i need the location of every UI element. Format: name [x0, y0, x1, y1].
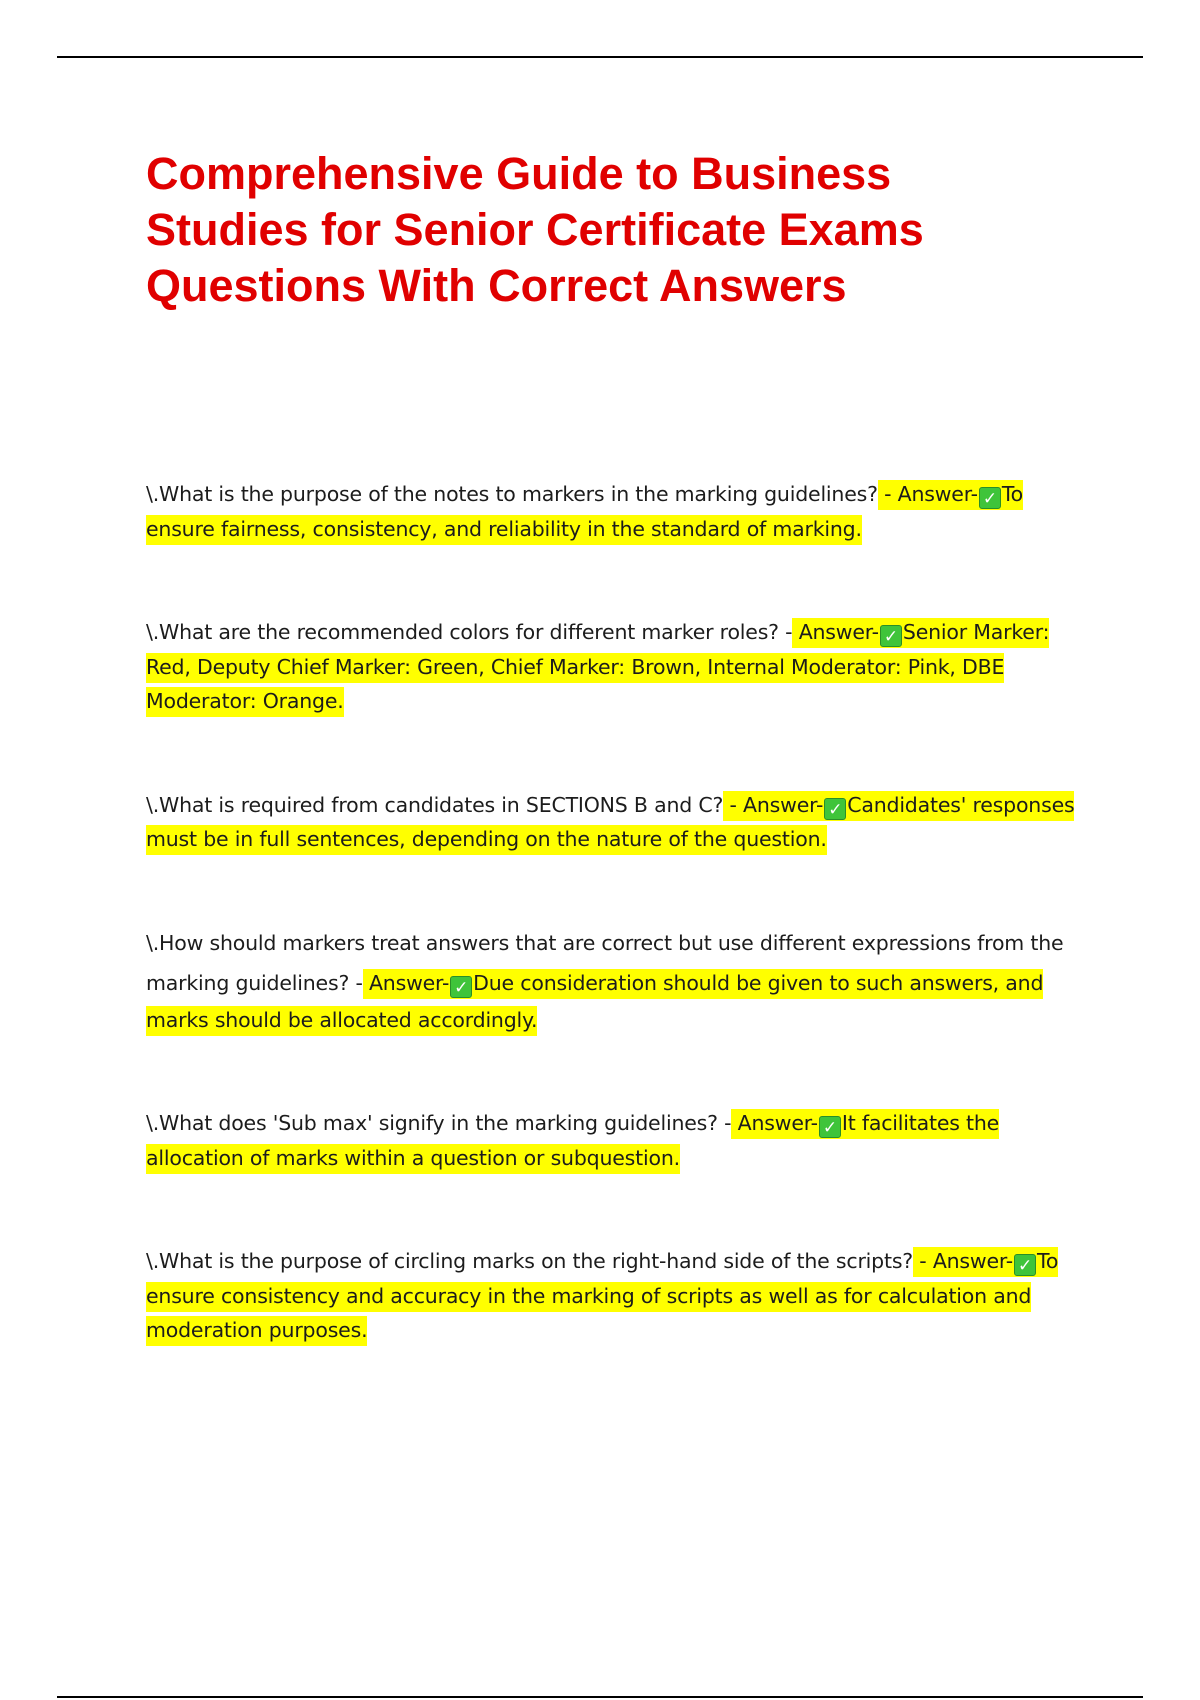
check-mark-icon: ✓: [880, 625, 902, 647]
check-mark-icon: ✓: [824, 798, 846, 820]
question-text: \.What is required from candidates in SECTIONS B and C?: [146, 792, 724, 817]
answer-prefix: Answer-: [792, 620, 879, 644]
qa-list: [146, 477, 1096, 1348]
answer-text: It facilitates the allocation of marks within a question or subquestion.: [146, 1111, 1000, 1170]
qa-item-4: [146, 923, 1096, 1038]
qa-item-6: [146, 1244, 1096, 1348]
question-text: \.What does 'Sub max' signify in the marking guidelines? -: [146, 1111, 732, 1135]
question-text: \.What is the purpose of the notes to markers in the marking guidelines?: [146, 482, 878, 506]
check-mark-icon: ✓: [819, 1116, 841, 1138]
answer-text: Senior Marker: Red, Deputy Chief Marker: Green, Chief Marker: Brown, Internal Moderator: Pink, DBE Moderator: Orange.: [146, 620, 1050, 713]
check-mark-icon: ✓: [979, 487, 1001, 509]
answer-text: Due consideration should be given to such answers, and marks should be allocated accordingly.: [146, 970, 1044, 1032]
question-text: \.What are the recommended colors for different marker roles? -: [146, 620, 793, 644]
answer-text: To ensure fairness, consistency, and reliability in the standard of marking.: [146, 482, 1024, 541]
check-mark-icon: ✓: [450, 976, 472, 998]
answer-prefix: Answer-: [731, 1111, 818, 1135]
qa-item-3: [146, 788, 1096, 857]
document-title: Comprehensive Guide to Business Studies for Senior Certificate Exams Questions With Correct Answers: [146, 148, 924, 311]
answer-prefix: - Answer-: [877, 482, 978, 506]
question-text: \.What is the purpose of circling marks on the right-hand side of the scripts?: [146, 1249, 913, 1273]
top-divider: [57, 56, 1143, 58]
check-mark-icon: ✓: [1014, 1254, 1036, 1276]
qa-item-5: [146, 1106, 1096, 1175]
answer-prefix: Answer-: [362, 970, 450, 995]
bottom-divider: [57, 1696, 1143, 1698]
qa-item-2: [146, 615, 1096, 719]
answer-text: To ensure consistency and accuracy in the marking of scripts as well as for calculation and moderation purposes.: [146, 1249, 1059, 1342]
answer-prefix: - Answer-: [723, 792, 824, 817]
answer-text: Candidates' responses must be in full sentences, depending on the nature of the question.: [146, 792, 1075, 851]
qa-item-1: [146, 477, 1096, 546]
answer-prefix: - Answer-: [912, 1249, 1014, 1273]
question-text: \.How should markers treat answers that are correct but use different expressions from the marking guidelines? -: [146, 930, 1064, 995]
